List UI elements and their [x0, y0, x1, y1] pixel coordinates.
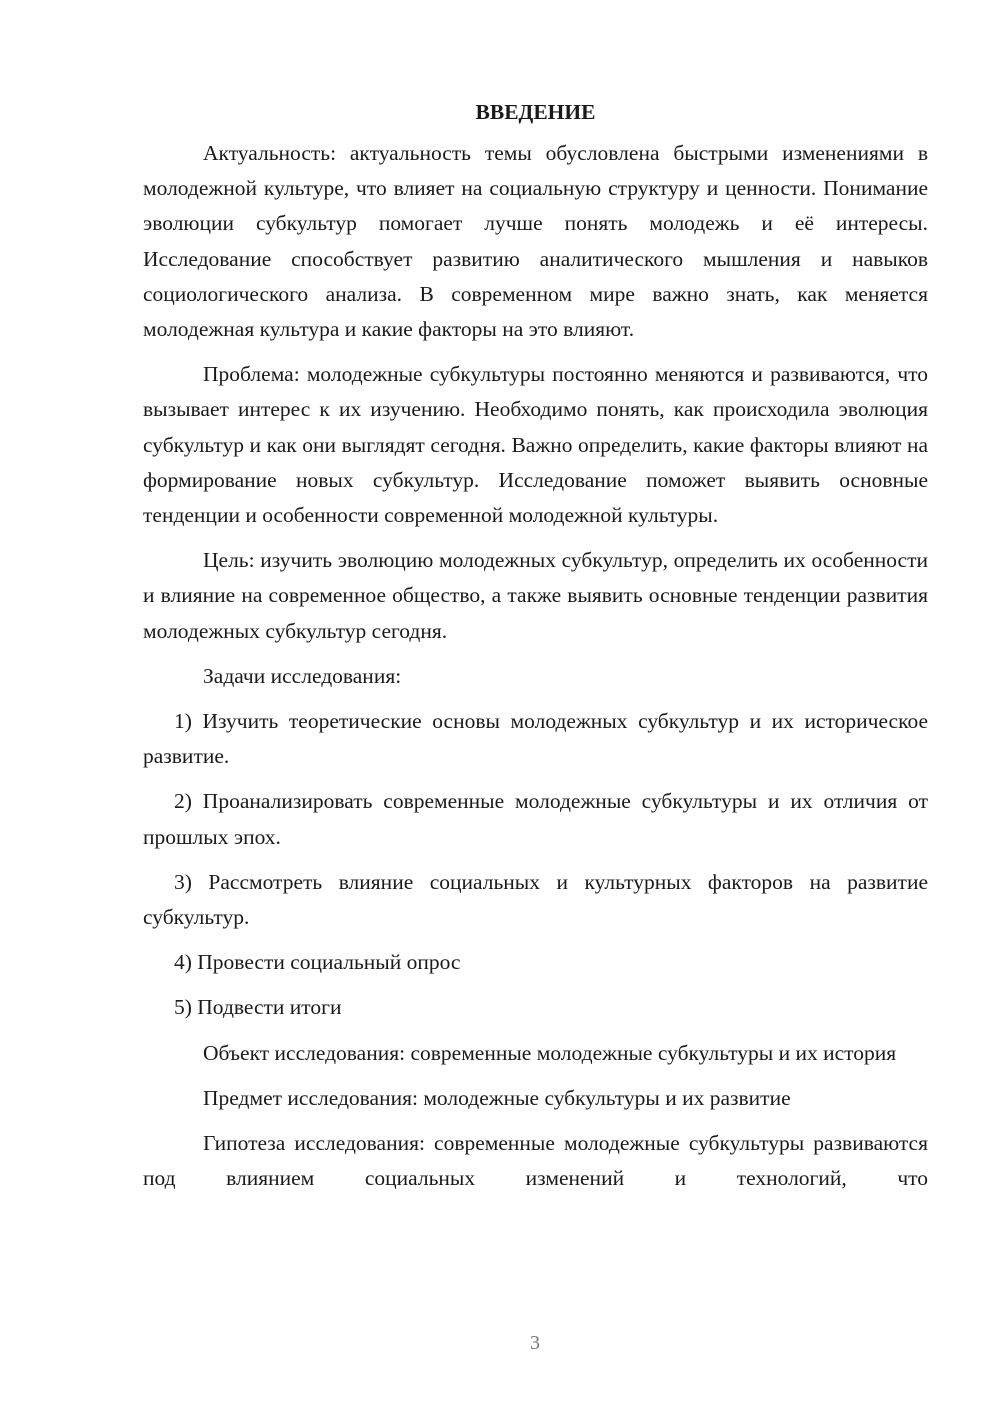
- paragraph-problem: Проблема: молодежные субкультуры постоянно меняются и развиваются, что вызывает интерес к их изучению. Необходимо понять, как происходила эволюция субкультур и как они выглядят сегодня. Важно определить, какие факторы влияют на формирование новых субкультур. Исследование поможет выявить основные тенденции и особенности современной молодежной культуры.: [143, 362, 928, 528]
- paragraph-hypothesis: Гипотеза исследования: современные молодежные субкультуры развиваются под влиянием социальных изменений и технологий, что: [143, 1131, 928, 1191]
- task-item-5: 5) Подвести итоги: [174, 995, 342, 1020]
- paragraph-subject: Предмет исследования: молодежные субкультуры и их развитие: [203, 1085, 791, 1110]
- paragraph-relevance: Актуальность: актуальность темы обусловлена быстрыми изменениями в молодежной культуре, что влияет на социальную структуру и ценности. Понимание эволюции субкультур помогает лучше понять молодежь и её интересы. Исследование способствует развитию аналитического мышления и навыков социологического анализа. В современном мире важно знать, как меняется молодежная культура и какие факторы на это влияют.: [143, 141, 928, 342]
- page-content: [143, 95, 928, 1206]
- task-item-1: 1) Изучить теоретические основы молодежных субкультур и их историческое развитие.: [143, 709, 928, 769]
- page-number: 3: [530, 1332, 540, 1354]
- paragraph-goal: Цель: изучить эволюцию молодежных субкультур, определить их особенности и влияние на современное общество, а также выявить основные тенденции развития молодежных субкультур сегодня.: [143, 548, 928, 643]
- task-item-2: 2) Проанализировать современные молодежные субкультуры и их отличия от прошлых эпох.: [143, 789, 928, 849]
- task-item-4: 4) Провести социальный опрос: [174, 950, 461, 975]
- section-heading: ВВЕДЕНИЕ: [475, 100, 596, 124]
- paragraph-object: Объект исследования: современные молодежные субкультуры и их история: [203, 1040, 897, 1065]
- paragraph-tasks-title: Задачи исследования:: [203, 663, 402, 688]
- task-item-3: 3) Рассмотреть влияние социальных и культурных факторов на развитие субкультур.: [143, 869, 928, 930]
